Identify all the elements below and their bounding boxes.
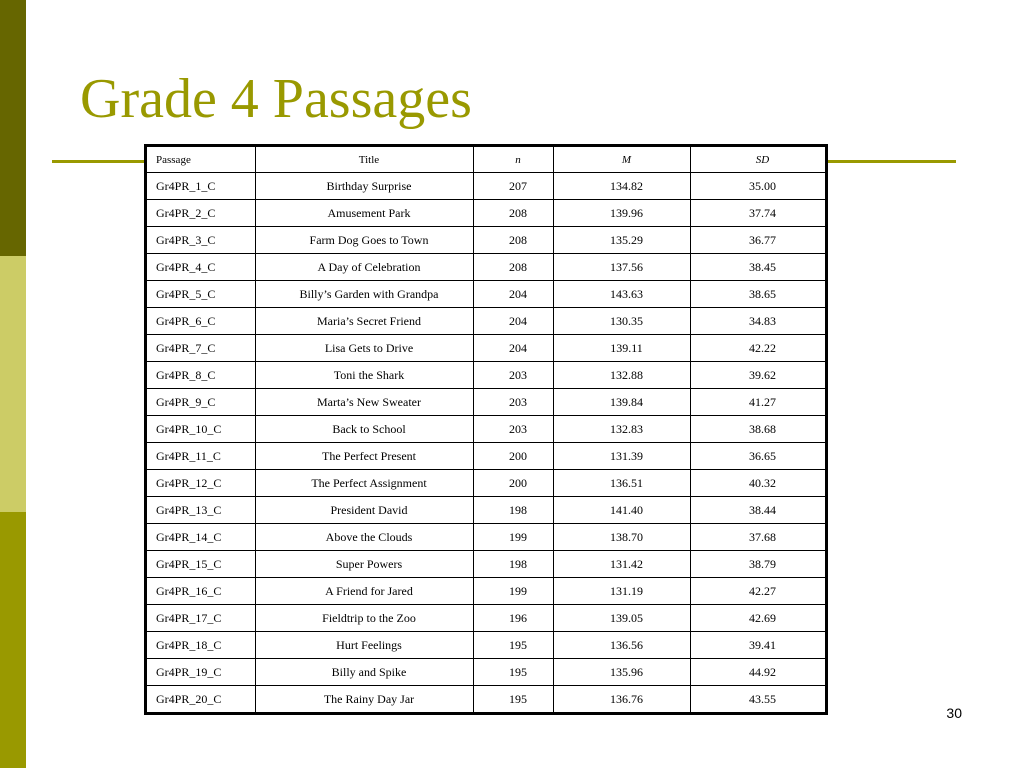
cell-passage: Gr4PR_20_C [146,686,256,714]
passages-table [144,144,828,715]
cell-passage: Gr4PR_18_C [146,632,256,659]
cell-mean: 130.35 [554,308,691,335]
cell-mean: 132.83 [554,416,691,443]
cell-n: 195 [474,659,554,686]
cell-n: 195 [474,632,554,659]
table-row [146,227,827,254]
cell-sd: 35.00 [691,173,827,200]
table-row [146,524,827,551]
sidebar-segment-light [0,256,26,512]
cell-passage: Gr4PR_8_C [146,362,256,389]
cell-mean: 134.82 [554,173,691,200]
sidebar-segment-dark [0,0,26,256]
cell-passage: Gr4PR_15_C [146,551,256,578]
cell-n: 208 [474,227,554,254]
cell-n: 204 [474,281,554,308]
cell-sd: 39.62 [691,362,827,389]
table-row [146,686,827,714]
cell-sd: 34.83 [691,308,827,335]
table-row [146,173,827,200]
table-row [146,659,827,686]
table-row [146,200,827,227]
cell-title: Lisa Gets to Drive [256,335,474,362]
cell-n: 200 [474,470,554,497]
cell-sd: 42.22 [691,335,827,362]
cell-mean: 135.29 [554,227,691,254]
cell-sd: 36.65 [691,443,827,470]
page-title: Grade 4 Passages [80,67,472,130]
cell-n: 198 [474,497,554,524]
cell-mean: 131.39 [554,443,691,470]
cell-sd: 37.74 [691,200,827,227]
cell-n: 199 [474,524,554,551]
table-row [146,254,827,281]
cell-mean: 132.88 [554,362,691,389]
table-header-row [146,146,827,173]
cell-sd: 38.68 [691,416,827,443]
cell-mean: 139.84 [554,389,691,416]
cell-passage: Gr4PR_9_C [146,389,256,416]
cell-passage: Gr4PR_16_C [146,578,256,605]
cell-mean: 136.76 [554,686,691,714]
cell-mean: 135.96 [554,659,691,686]
cell-mean: 141.40 [554,497,691,524]
cell-n: 198 [474,551,554,578]
cell-title: Above the Clouds [256,524,474,551]
table-row [146,308,827,335]
cell-passage: Gr4PR_6_C [146,308,256,335]
sidebar-segment-medium [0,512,26,768]
cell-title: Birthday Surprise [256,173,474,200]
page-number: 30 [946,705,962,721]
cell-n: 196 [474,605,554,632]
cell-title: Marta’s New Sweater [256,389,474,416]
cell-passage: Gr4PR_17_C [146,605,256,632]
cell-sd: 40.32 [691,470,827,497]
cell-n: 203 [474,416,554,443]
cell-sd: 42.27 [691,578,827,605]
cell-passage: Gr4PR_11_C [146,443,256,470]
cell-sd: 37.68 [691,524,827,551]
cell-n: 204 [474,308,554,335]
cell-sd: 39.41 [691,632,827,659]
cell-n: 200 [474,443,554,470]
table-row [146,362,827,389]
cell-title: Super Powers [256,551,474,578]
cell-n: 208 [474,200,554,227]
cell-n: 204 [474,335,554,362]
cell-title: A Day of Celebration [256,254,474,281]
cell-title: Fieldtrip to the Zoo [256,605,474,632]
cell-mean: 131.19 [554,578,691,605]
cell-sd: 38.44 [691,497,827,524]
cell-title: President David [256,497,474,524]
cell-sd: 38.79 [691,551,827,578]
table-row [146,416,827,443]
cell-passage: Gr4PR_19_C [146,659,256,686]
cell-mean: 138.70 [554,524,691,551]
header-sd: SD [691,146,827,173]
cell-title: Billy and Spike [256,659,474,686]
cell-passage: Gr4PR_12_C [146,470,256,497]
cell-mean: 139.05 [554,605,691,632]
table-row [146,470,827,497]
cell-n: 207 [474,173,554,200]
cell-passage: Gr4PR_7_C [146,335,256,362]
cell-sd: 42.69 [691,605,827,632]
cell-passage: Gr4PR_4_C [146,254,256,281]
table-row [146,281,827,308]
cell-passage: Gr4PR_10_C [146,416,256,443]
cell-n: 203 [474,389,554,416]
table-row [146,497,827,524]
table-row [146,632,827,659]
table-row [146,335,827,362]
cell-title: Amusement Park [256,200,474,227]
cell-sd: 36.77 [691,227,827,254]
cell-title: The Rainy Day Jar [256,686,474,714]
cell-title: Toni the Shark [256,362,474,389]
cell-n: 195 [474,686,554,714]
cell-title: Maria’s Secret Friend [256,308,474,335]
table-row [146,443,827,470]
cell-mean: 136.51 [554,470,691,497]
header-passage: Passage [146,146,256,173]
cell-mean: 131.42 [554,551,691,578]
table-row [146,551,827,578]
cell-title: A Friend for Jared [256,578,474,605]
cell-mean: 137.56 [554,254,691,281]
cell-title: The Perfect Present [256,443,474,470]
header-n: n [474,146,554,173]
table-row [146,605,827,632]
cell-passage: Gr4PR_14_C [146,524,256,551]
cell-mean: 143.63 [554,281,691,308]
cell-sd: 43.55 [691,686,827,714]
header-title: Title [256,146,474,173]
cell-sd: 44.92 [691,659,827,686]
sidebar-color-bar [0,0,26,768]
cell-title: Billy’s Garden with Grandpa [256,281,474,308]
table-body [146,173,827,714]
cell-sd: 38.45 [691,254,827,281]
cell-n: 199 [474,578,554,605]
cell-passage: Gr4PR_1_C [146,173,256,200]
cell-passage: Gr4PR_5_C [146,281,256,308]
header-m: M [554,146,691,173]
cell-title: Back to School [256,416,474,443]
table-row [146,578,827,605]
cell-title: Farm Dog Goes to Town [256,227,474,254]
cell-sd: 41.27 [691,389,827,416]
cell-mean: 136.56 [554,632,691,659]
cell-mean: 139.96 [554,200,691,227]
cell-passage: Gr4PR_3_C [146,227,256,254]
cell-title: Hurt Feelings [256,632,474,659]
cell-n: 203 [474,362,554,389]
cell-passage: Gr4PR_2_C [146,200,256,227]
table-row [146,389,827,416]
cell-title: The Perfect Assignment [256,470,474,497]
cell-sd: 38.65 [691,281,827,308]
cell-passage: Gr4PR_13_C [146,497,256,524]
cell-n: 208 [474,254,554,281]
cell-mean: 139.11 [554,335,691,362]
